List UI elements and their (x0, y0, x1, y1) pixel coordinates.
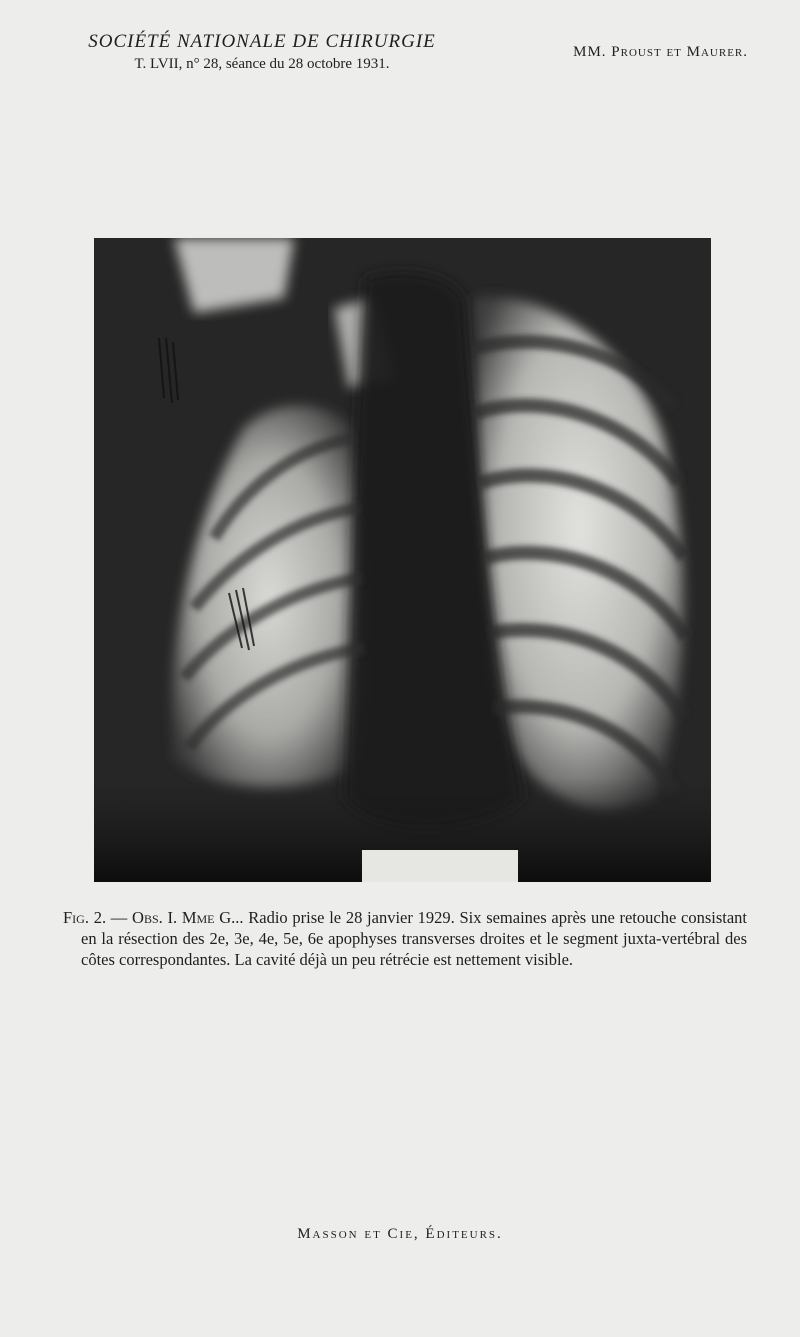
radiograph-image (94, 238, 711, 882)
caption-lead: Fig. 2. — Obs. I. Mme G... (63, 908, 244, 927)
chest-radiograph-figure (94, 238, 711, 882)
caption-text: Radio prise le 28 janvier 1929. Six semaines après une retouche consistant en la résection des 2e, 3e, 4e, 5e, 6e apophyses transverses droites et le segment juxta-vertébral des côtes correspondantes. La cavité déjà un peu rétrécie est nettement visible. (81, 908, 748, 969)
journal-header (52, 30, 472, 74)
volume-line: T. LVII, n° 28, séance du 28 octobre 1931. (134, 56, 390, 72)
figure-caption (63, 907, 747, 970)
authors: MM. Proust et Maurer. (573, 44, 748, 60)
society-title: SOCIÉTÉ NATIONALE DE CHIRURGIE (88, 31, 436, 52)
publisher-footer: Masson et Cie, Éditeurs. (297, 1226, 503, 1242)
